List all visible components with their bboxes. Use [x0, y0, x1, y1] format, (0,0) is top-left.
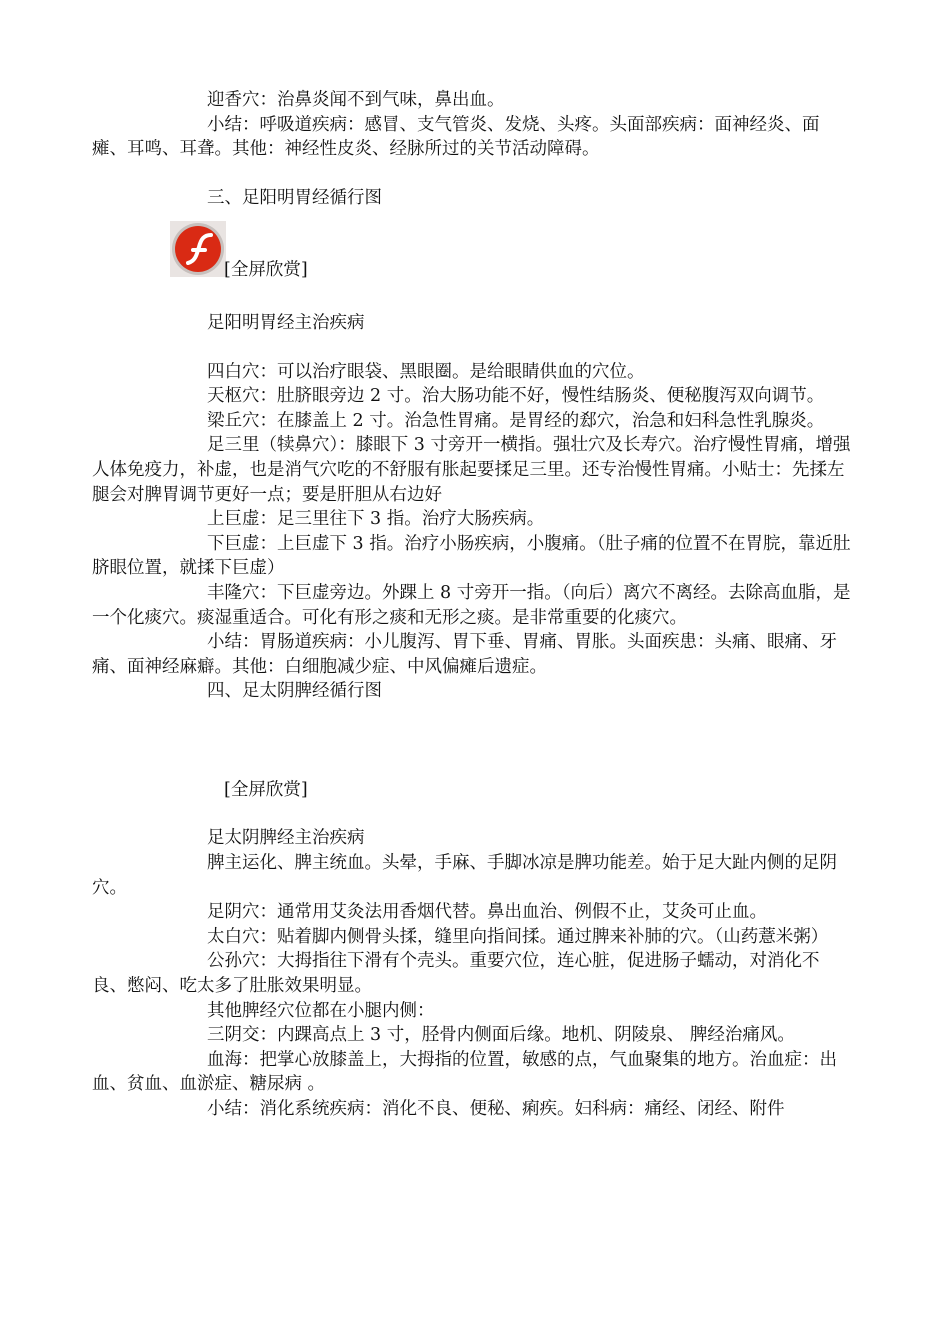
paragraph-spleen-function: 脾主运化、脾主统血。头晕，手麻、手脚冰凉是脾功能差。始于足大趾内侧的足阴穴。 — [92, 853, 837, 898]
paragraph-shangjuxu: 上巨虚：足三里往下 3 指。治疗大肠疾病。 — [207, 509, 545, 530]
paragraph-other-spleen: 其他脾经穴位都在小腿内侧： — [207, 1000, 435, 1021]
paragraph-taibai: 太白穴：贴着脚内侧骨头揉，缝里向指间揉。通过脾来补肺的穴。（山药薏米粥） — [207, 926, 829, 947]
paragraph-fenglong: 丰隆穴：下巨虚旁边。外踝上 8 寸旁开一指。（向后）离穴不离经。去除高血脂，是一个化痰穴。痰湿重适合。可化有形之痰和无形之痰。是非常重要的化痰穴。 — [92, 582, 851, 628]
paragraph-yingxiang: 迎香穴：治鼻炎闻不到气味，鼻出血。 — [207, 90, 505, 110]
paragraph-gongsun: 公孙穴：大拇指往下滑有个壳头。重要穴位，连心脏，促进肠子蠕动，对消化不良、憋闷、吃太多了肚胀效果明显。 — [92, 951, 820, 997]
paragraph-summary-spleen: 小结：消化系统疾病：消化不良、便秘、痢疾。妇科病：痛经、闭经、附件 — [207, 1099, 785, 1119]
flash-player-icon[interactable] — [170, 221, 226, 277]
section-3-title: 三、足阳明胃经循行图 — [207, 188, 382, 209]
paragraph-zuyin: 足阴穴：通常用艾灸法用香烟代替。鼻出血治、例假不止，艾灸可止血。 — [207, 902, 767, 923]
paragraph-summary-respiratory: 小结：呼吸道疾病：感冒、支气管炎、发烧、头疼。头面部疾病：面神经炎、面瘫、耳鸣、耳聋。其他：神经性皮炎、经脉所过的关节活动障碍。 — [92, 114, 820, 160]
paragraph-sibai: 四白穴：可以治疗眼袋、黑眼圈。是给眼睛供血的穴位。 — [207, 361, 645, 382]
paragraph-sanyinjiao: 三阴交：内踝高点上 3 寸，胫骨内侧面后缘。地机、阴陵泉、 脾经治痛风。 — [207, 1025, 795, 1046]
flash-embed-1 — [92, 221, 852, 281]
paragraph-xuehai: 血海：把掌心放膝盖上，大拇指的位置，敏感的点，气血聚集的地方。治血症：出血、贫血、血淤症、糖尿病 。 — [92, 1049, 837, 1095]
spleen-heading: 足太阴脾经主治疾病 — [207, 828, 365, 849]
fullscreen-link-2[interactable]: [全屏欣赏] — [224, 779, 308, 800]
stomach-heading: 足阳明胃经主治疾病 — [207, 312, 365, 333]
document-body — [92, 88, 852, 1122]
paragraph-tianshu: 天枢穴：肚脐眼旁边 2 寸。治大肠功能不好，慢性结肠炎、便秘腹泻双向调节。 — [207, 386, 825, 407]
fullscreen-link-1[interactable]: [全屏欣赏] — [224, 259, 308, 280]
section-4-title: 四、足太阴脾经循行图 — [207, 681, 382, 702]
paragraph-zusanli: 足三里（犊鼻穴）：膝眼下 3 寸旁开一横指。强壮穴及长寿穴。治疗慢性胃痛，增强人体免疫力，补虚，也是消气穴吃的不舒服有胀起要揉足三里。还专治慢性胃痛。小贴士：先揉左腿会对脾胃调节更好一点；要是肝胆从右边好 — [92, 435, 851, 505]
paragraph-xiajuxu: 下巨虚：上巨虚下 3 指。治疗小肠疾病，小腹痛。（肚子痛的位置不在胃脘，靠近肚脐眼位置，就揉下巨虚） — [92, 533, 851, 579]
paragraph-liangqiu: 梁丘穴：在膝盖上 2 寸。治急性胃痛。是胃经的郄穴，治急和妇科急性乳腺炎。 — [207, 410, 825, 431]
paragraph-summary-stomach: 小结：胃肠道疾病：小儿腹泻、胃下垂、胃痛、胃胀。头面疾患：头痛、眼痛、牙痛、面神经麻癖。其他：白细胞减少症、中风偏瘫后遗症。 — [92, 632, 837, 677]
